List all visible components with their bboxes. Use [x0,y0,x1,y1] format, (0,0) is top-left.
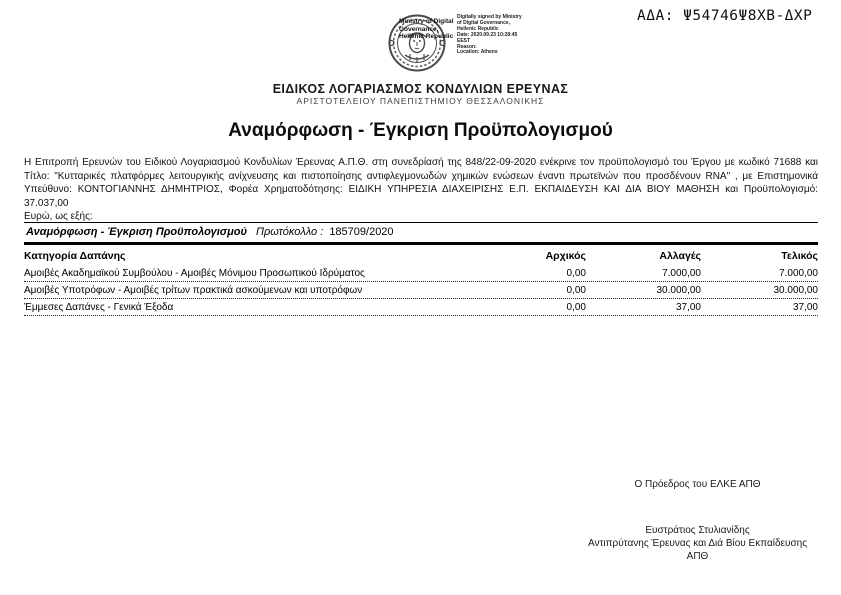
ministry-line: Hellenic Republic [399,33,454,40]
protocol-label: Πρωτόκολλο : [256,226,324,238]
table-row [24,299,818,316]
category-cell: Αμοιβές Ακαδημαϊκού Συμβούλου - Αμοιβές Μόνιμου Προσωπικού Ιδρύματος [24,268,365,279]
final-cell: 7.000,00 [779,268,818,279]
organization-university: ΑΡΙΣΤΟΤΕΛΕΙΟΥ ΠΑΝΕΠΙΣΤΗΜΙΟΥ ΘΕΣΣΑΛΟΝΙΚΗΣ [296,96,545,106]
stamp-line: Date: 2020.09.23 10:28:45 [457,31,518,38]
initial-cell: 0,00 [566,285,586,296]
signature-block [560,478,835,563]
stamp-line: Reason: [457,43,477,50]
signature-name: Ευστράτιος Στυλιανίδης [645,525,750,536]
body-line: Τίτλο: "Κυτταρικές πλατφόρμες λειτουργικής ανίχνευσης και πιστοποίησης αντιφλεγμονωδών χημικών ενώσεων έναντι πρωτεϊνών που προσδένουν RNA" , με Επιστημονικά [24,170,818,182]
final-cell: 30.000,00 [773,285,818,296]
body-line: Η Επιτροπή Ερευνών του Ειδικού Λογαριασμού Κονδυλίων Έρευνας Α.Π.Θ. στη συνεδρίασή της 848/22-09-2020 ενέκρινε τον προϋπολογισμό του Έργου με κωδικό 71688 και [24,157,818,168]
body-line: Υπεύθυνο: ΚΟΝΤΟΓΙΑΝΝΗΣ ΔΗΜΗΤΡΙΟΣ, Φορέα Χρηματοδότησης: ΕΙΔΙΚΗ ΥΠΗΡΕΣΙΑ ΔΙΑΧΕΙΡΙΣΗΣ Ε.Π. ΕΚΠΑΙΔΕΥΣΗ ΚΑΙ ΔΙΑ ΒΙΟΥ ΜΑΘΗΣΗ και Προϋπολογισμό: 37.037,00 [24,184,818,209]
changes-cell: 30.000,00 [656,285,701,296]
protocol-value: 185709/2020 [329,226,394,238]
changes-cell: 7.000,00 [662,268,701,279]
initial-cell: 0,00 [566,302,586,313]
changes-cell: 37,00 [675,302,701,313]
initial-cell: 0,00 [566,268,586,279]
ada-code: ΑΔΑ: Ψ54746Ψ8ΧΒ-ΔΧΡ [637,8,813,24]
signature-title: Αντιπρύτανης Έρευνας και Διά Βίου Εκπαίδευσης [587,538,808,549]
final-cell: 37,00 [792,302,818,313]
budget-banner [24,222,818,245]
table-header-row [24,245,818,265]
table-row [24,282,818,299]
body-paragraph [24,156,818,224]
header-final: Τελικός [781,250,818,262]
category-cell: Αμοιβές Υποτρόφων - Αμοιβές τρίτων πρακτικά ασκούμενων και υποτρόφων [24,285,363,296]
ministry-line: Ministry of Digital [399,18,454,25]
header-initial: Αρχικός [545,250,586,262]
stamp-line: Hellenic Republic [457,25,499,32]
header-changes: Αλλαγές [659,250,701,262]
banner-title: Αναμόρφωση - Έγκριση Προϋπολογισμού [26,226,247,238]
ministry-line: Governance, [399,25,439,33]
organization-name: ΕΙΔΙΚΟΣ ΛΟΓΑΡΙΑΣΜΟΣ ΚΟΝΔΥΛΙΩΝ ΕΡΕΥΝΑΣ [272,82,569,96]
stamp-line: EEST [457,37,471,44]
stamp-line: Location: Athens [457,49,498,56]
table-row [24,265,818,282]
category-cell: Έμμεσες Δαπάνες - Γενικά Έξοδα [24,302,174,313]
stamp-line: of Digital Governance, [457,19,511,26]
budget-section [24,222,818,316]
header-category: Κατηγορία Δαπάνης [24,250,126,262]
signature-role: Ο Πρόεδρος του ΕΛΚΕ ΑΠΘ [634,479,761,490]
digital-signature-stamp [457,15,537,56]
stamp-line: Digitally signed by Ministry [457,14,522,20]
body-line: Ευρώ, ως εξής: [24,211,93,222]
signature-institution: ΑΠΘ [686,551,709,562]
document-title: Αναμόρφωση - Έγκριση Προϋπολογισμού [228,120,613,141]
